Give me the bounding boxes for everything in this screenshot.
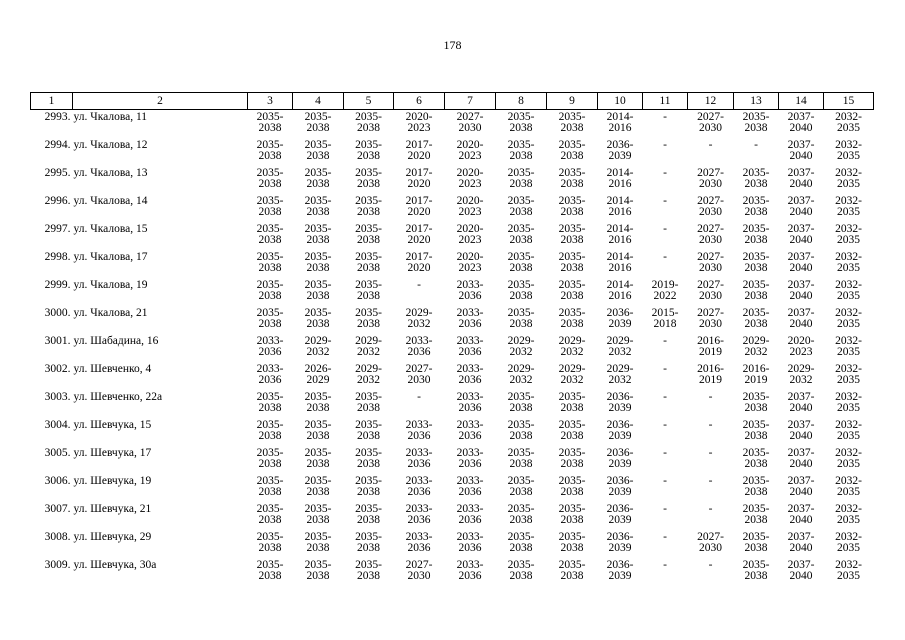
period-cell: 2035- 2038 xyxy=(558,111,586,134)
period-cell: 2033- 2036 xyxy=(456,335,484,358)
period-cell: 2035- 2038 xyxy=(256,475,284,498)
period-cell: 2035- 2038 xyxy=(507,419,535,442)
address-cell: ул. Чкалова, 14 xyxy=(73,195,148,207)
period-cell: 2032- 2035 xyxy=(835,167,862,190)
row-number: 3004. xyxy=(44,419,71,431)
period-cell: 2035- 2038 xyxy=(507,111,535,134)
period-cell: 2035- 2038 xyxy=(256,531,284,554)
period-cell: 2029- 2032 xyxy=(304,335,332,358)
table-row xyxy=(31,448,874,476)
period-cell: - xyxy=(663,251,667,263)
period-cell: 2027- 2030 xyxy=(697,195,724,218)
period-cell: - xyxy=(708,503,713,515)
period-cell: 2033- 2036 xyxy=(456,503,484,526)
period-cell: 2014- 2016 xyxy=(606,251,634,274)
period-cell: 2020- 2023 xyxy=(456,139,484,162)
period-cell: 2035- 2038 xyxy=(256,111,284,134)
period-cell: 2017- 2020 xyxy=(405,223,433,246)
period-cell: 2035- 2038 xyxy=(558,447,586,470)
period-cell: 2035- 2038 xyxy=(742,503,770,526)
period-cell: 2037- 2040 xyxy=(787,503,815,526)
period-cell: 2033- 2036 xyxy=(456,559,484,582)
period-cell: 2033- 2036 xyxy=(405,503,433,526)
table-row xyxy=(31,280,874,308)
period-cell: 2037- 2040 xyxy=(787,391,815,414)
period-cell: 2035- 2038 xyxy=(742,167,770,190)
column-header: 14 xyxy=(779,93,824,110)
period-cell: 2035- 2038 xyxy=(304,111,332,134)
period-cell: 2032- 2035 xyxy=(835,111,862,134)
period-cell: 2035- 2038 xyxy=(507,475,535,498)
address-cell: ул. Шевчука, 30а xyxy=(73,559,157,571)
column-header: 15 xyxy=(824,93,874,110)
period-cell: - xyxy=(663,447,667,459)
period-cell: 2032- 2035 xyxy=(835,195,862,218)
period-cell: 2020- 2023 xyxy=(787,335,815,358)
period-cell: 2020- 2023 xyxy=(456,251,484,274)
period-cell: 2014- 2016 xyxy=(606,223,634,246)
row-number: 2997. xyxy=(44,223,71,235)
address-cell: ул. Чкалова, 13 xyxy=(73,167,148,179)
period-cell: 2035- 2038 xyxy=(304,251,332,274)
period-cell: 2035- 2038 xyxy=(507,223,535,246)
period-cell: 2035- 2038 xyxy=(355,559,382,582)
period-cell: 2035- 2038 xyxy=(256,307,284,330)
period-cell: 2035- 2038 xyxy=(304,419,332,442)
period-cell: - xyxy=(663,335,667,347)
schedule-table xyxy=(30,92,874,588)
period-cell: 2032- 2035 xyxy=(835,279,862,302)
table-row xyxy=(31,420,874,448)
period-cell: 2035- 2038 xyxy=(304,195,332,218)
period-cell: 2035- 2038 xyxy=(355,251,382,274)
table-row xyxy=(31,560,874,588)
table-row xyxy=(31,336,874,364)
period-cell: 2035- 2038 xyxy=(304,279,332,302)
period-cell: 2035- 2038 xyxy=(355,419,382,442)
period-cell: 2016- 2019 xyxy=(697,335,724,358)
period-cell: - xyxy=(708,391,713,403)
period-cell: 2035- 2038 xyxy=(742,531,770,554)
period-cell: 2014- 2016 xyxy=(606,167,634,190)
period-cell: 2032- 2035 xyxy=(835,363,862,386)
period-cell: 2035- 2038 xyxy=(256,279,284,302)
period-cell: 2014- 2016 xyxy=(606,111,634,134)
period-cell: 2035- 2038 xyxy=(558,531,586,554)
period-cell: 2026- 2029 xyxy=(304,363,332,386)
period-cell: 2035- 2038 xyxy=(742,223,770,246)
period-cell: 2035- 2038 xyxy=(304,475,332,498)
table-row xyxy=(31,168,874,196)
period-cell: 2032- 2035 xyxy=(835,251,862,274)
period-cell: 2027- 2030 xyxy=(697,111,724,134)
period-cell: 2035- 2038 xyxy=(507,559,535,582)
period-cell: 2029- 2032 xyxy=(558,335,586,358)
address-cell: ул. Шевченко, 4 xyxy=(73,363,152,375)
period-cell: - xyxy=(708,559,713,571)
period-cell: 2033- 2036 xyxy=(405,475,433,498)
period-cell: 2035- 2038 xyxy=(355,475,382,498)
period-cell: 2035- 2038 xyxy=(507,503,535,526)
period-cell: 2035- 2038 xyxy=(355,447,382,470)
period-cell: 2033- 2036 xyxy=(456,419,484,442)
period-cell: 2035- 2038 xyxy=(558,419,586,442)
period-cell: 2035- 2038 xyxy=(558,167,586,190)
column-header: 4 xyxy=(293,93,344,110)
period-cell: 2037- 2040 xyxy=(787,447,815,470)
period-cell: 2035- 2038 xyxy=(355,531,382,554)
column-header: 1 xyxy=(31,93,73,110)
period-cell: 2035- 2038 xyxy=(355,111,382,134)
period-cell: 2035- 2038 xyxy=(304,559,332,582)
table-row xyxy=(31,308,874,336)
period-cell: 2029- 2032 xyxy=(606,335,634,358)
period-cell: 2032- 2035 xyxy=(835,531,862,554)
period-cell: 2035- 2038 xyxy=(355,167,382,190)
period-cell: 2035- 2038 xyxy=(304,531,332,554)
period-cell: 2035- 2038 xyxy=(256,419,284,442)
period-cell: 2032- 2035 xyxy=(835,447,862,470)
period-cell: 2035- 2038 xyxy=(558,139,586,162)
period-cell: 2020- 2023 xyxy=(456,223,484,246)
period-cell: 2033- 2036 xyxy=(256,335,284,358)
period-cell: 2035- 2038 xyxy=(256,195,284,218)
column-header: 3 xyxy=(248,93,293,110)
period-cell: 2035- 2038 xyxy=(355,307,382,330)
table-row xyxy=(31,476,874,504)
period-cell: - xyxy=(663,139,667,151)
period-cell: 2035- 2038 xyxy=(256,139,284,162)
period-cell: 2032- 2035 xyxy=(835,559,862,582)
period-cell: 2029- 2032 xyxy=(606,363,634,386)
period-cell: 2033- 2036 xyxy=(456,531,484,554)
period-cell: 2036- 2039 xyxy=(606,307,634,330)
period-cell: 2035- 2038 xyxy=(304,167,332,190)
row-number: 2999. xyxy=(44,279,71,291)
column-header: 2 xyxy=(73,93,248,110)
period-cell: 2014- 2016 xyxy=(606,279,634,302)
period-cell: 2033- 2036 xyxy=(456,475,484,498)
period-cell: 2035- 2038 xyxy=(742,475,770,498)
column-header: 6 xyxy=(394,93,445,110)
period-cell: - xyxy=(417,279,421,291)
period-cell: 2036- 2039 xyxy=(606,475,634,498)
address-cell: ул. Шевчука, 21 xyxy=(73,503,152,515)
row-number: 3005. xyxy=(44,447,71,459)
period-cell: 2035- 2038 xyxy=(507,447,535,470)
period-cell: 2017- 2020 xyxy=(405,251,433,274)
period-cell: 2033- 2036 xyxy=(456,363,484,386)
period-cell: 2032- 2035 xyxy=(835,503,862,526)
period-cell: 2037- 2040 xyxy=(787,167,815,190)
address-cell: ул. Чкалова, 11 xyxy=(73,111,148,123)
period-cell: 2035- 2038 xyxy=(256,503,284,526)
period-cell: 2035- 2038 xyxy=(355,503,382,526)
column-header: 13 xyxy=(734,93,779,110)
period-cell: 2035- 2038 xyxy=(742,111,770,134)
period-cell: - xyxy=(708,475,713,487)
row-number: 2993. xyxy=(44,111,71,123)
period-cell: - xyxy=(417,391,421,403)
address-cell: ул. Шевчука, 17 xyxy=(73,447,152,459)
period-cell: 2035- 2038 xyxy=(742,391,770,414)
period-cell: 2029- 2032 xyxy=(558,363,586,386)
period-cell: 2037- 2040 xyxy=(787,475,815,498)
period-cell: 2035- 2038 xyxy=(507,195,535,218)
period-cell: 2035- 2038 xyxy=(355,391,382,414)
period-cell: 2037- 2040 xyxy=(787,531,815,554)
table-row xyxy=(31,504,874,532)
period-cell: 2035- 2038 xyxy=(256,251,284,274)
period-cell: 2035- 2038 xyxy=(507,251,535,274)
period-cell: 2037- 2040 xyxy=(787,279,815,302)
period-cell: - xyxy=(663,559,667,571)
period-cell: 2020- 2023 xyxy=(456,195,484,218)
period-cell: 2035- 2038 xyxy=(304,391,332,414)
page-number: 178 xyxy=(443,38,462,52)
period-cell: 2017- 2020 xyxy=(405,139,433,162)
period-cell: 2036- 2039 xyxy=(606,531,634,554)
period-cell: - xyxy=(663,167,667,179)
row-number: 3006. xyxy=(44,475,71,487)
period-cell: - xyxy=(708,139,713,151)
period-cell: 2015- 2018 xyxy=(651,307,679,330)
period-cell: 2033- 2036 xyxy=(456,447,484,470)
period-cell: 2037- 2040 xyxy=(787,307,815,330)
column-header: 11 xyxy=(643,93,688,110)
period-cell: 2035- 2038 xyxy=(355,279,382,302)
column-header: 5 xyxy=(344,93,394,110)
period-cell: 2035- 2038 xyxy=(304,447,332,470)
period-cell: 2033- 2036 xyxy=(405,447,433,470)
period-cell: 2036- 2039 xyxy=(606,391,634,414)
table-row xyxy=(31,140,874,168)
period-cell: 2037- 2040 xyxy=(787,251,815,274)
period-cell: 2016- 2019 xyxy=(697,363,724,386)
period-cell: 2020- 2023 xyxy=(456,167,484,190)
period-cell: 2027- 2030 xyxy=(405,363,433,386)
period-cell: 2035- 2038 xyxy=(304,139,332,162)
period-cell: - xyxy=(663,195,667,207)
table-row xyxy=(31,252,874,280)
period-cell: 2027- 2030 xyxy=(697,167,724,190)
table-row xyxy=(31,110,874,141)
period-cell: 2035- 2038 xyxy=(507,391,535,414)
address-cell: ул. Чкалова, 19 xyxy=(73,279,148,291)
period-cell: - xyxy=(663,475,667,487)
period-cell: 2036- 2039 xyxy=(606,559,634,582)
period-cell: 2037- 2040 xyxy=(787,559,815,582)
period-cell: 2017- 2020 xyxy=(405,195,433,218)
row-number: 3002. xyxy=(44,363,71,375)
address-cell: ул. Чкалова, 17 xyxy=(73,251,148,263)
period-cell: 2035- 2038 xyxy=(558,223,586,246)
table-row xyxy=(31,224,874,252)
column-header: 7 xyxy=(445,93,496,110)
period-cell: 2035- 2038 xyxy=(507,139,535,162)
period-cell: 2035- 2038 xyxy=(507,307,535,330)
period-cell: 2037- 2040 xyxy=(787,223,815,246)
period-cell: 2035- 2038 xyxy=(558,391,586,414)
period-cell: - xyxy=(663,223,667,235)
period-cell: 2032- 2035 xyxy=(835,139,862,162)
period-cell: 2033- 2036 xyxy=(405,419,433,442)
period-cell: 2033- 2036 xyxy=(456,307,484,330)
period-cell: 2036- 2039 xyxy=(606,139,634,162)
period-cell: 2035- 2038 xyxy=(355,223,382,246)
period-cell: 2035- 2038 xyxy=(256,559,284,582)
period-cell: 2029- 2032 xyxy=(787,363,815,386)
period-cell: 2020- 2023 xyxy=(405,111,433,134)
period-cell: 2029- 2032 xyxy=(405,307,433,330)
period-cell: 2029- 2032 xyxy=(355,335,382,358)
column-header: 9 xyxy=(547,93,598,110)
period-cell: - xyxy=(663,391,667,403)
address-cell: ул. Чкалова, 12 xyxy=(73,139,148,151)
row-number: 3001. xyxy=(44,335,71,347)
address-cell: ул. Шевчука, 15 xyxy=(73,419,152,431)
row-number: 3000. xyxy=(44,307,71,319)
period-cell: - xyxy=(708,447,713,459)
period-cell: 2035- 2038 xyxy=(742,419,770,442)
period-cell: 2035- 2038 xyxy=(507,279,535,302)
period-cell: 2027- 2030 xyxy=(697,279,724,302)
address-cell: ул. Чкалова, 15 xyxy=(73,223,148,235)
row-number: 2994. xyxy=(44,139,71,151)
period-cell: 2032- 2035 xyxy=(835,335,862,358)
address-cell: ул. Шевченко, 22а xyxy=(73,391,163,403)
period-cell: 2035- 2038 xyxy=(742,447,770,470)
period-cell: 2035- 2038 xyxy=(304,307,332,330)
period-cell: 2035- 2038 xyxy=(742,279,770,302)
period-cell: 2032- 2035 xyxy=(835,307,862,330)
period-cell: 2036- 2039 xyxy=(606,419,634,442)
period-cell: - xyxy=(663,503,667,515)
period-cell: - xyxy=(708,419,713,431)
period-cell: 2035- 2038 xyxy=(256,391,284,414)
period-cell: 2032- 2035 xyxy=(835,391,862,414)
period-cell: 2035- 2038 xyxy=(256,223,284,246)
period-cell: 2035- 2038 xyxy=(742,307,770,330)
period-cell: 2033- 2036 xyxy=(405,531,433,554)
table-row xyxy=(31,364,874,392)
table-body xyxy=(31,110,874,589)
table-row xyxy=(31,196,874,224)
row-number: 3003. xyxy=(44,391,71,403)
period-cell: - xyxy=(663,363,667,375)
period-cell: 2035- 2038 xyxy=(355,195,382,218)
column-header: 10 xyxy=(598,93,643,110)
row-number: 2995. xyxy=(44,167,71,179)
period-cell: 2032- 2035 xyxy=(835,223,862,246)
period-cell: 2035- 2038 xyxy=(558,475,586,498)
period-cell: 2035- 2038 xyxy=(742,559,770,582)
address-cell: ул. Шевчука, 29 xyxy=(73,531,152,543)
period-cell: 2035- 2038 xyxy=(507,531,535,554)
address-cell: ул. Шевчука, 19 xyxy=(73,475,152,487)
period-cell: - xyxy=(663,419,667,431)
period-cell: 2027- 2030 xyxy=(697,251,724,274)
row-number: 3008. xyxy=(44,531,71,543)
period-cell: 2035- 2038 xyxy=(304,223,332,246)
period-cell: 2032- 2035 xyxy=(835,475,862,498)
period-cell: 2035- 2038 xyxy=(742,195,770,218)
period-cell: 2035- 2038 xyxy=(558,195,586,218)
period-cell: 2035- 2038 xyxy=(355,139,382,162)
column-header: 12 xyxy=(688,93,734,110)
period-cell: 2035- 2038 xyxy=(558,559,586,582)
period-cell: 2029- 2032 xyxy=(742,335,770,358)
period-cell: 2035- 2038 xyxy=(558,251,586,274)
period-cell: 2016- 2019 xyxy=(742,363,770,386)
period-cell: 2035- 2038 xyxy=(256,167,284,190)
period-cell: 2035- 2038 xyxy=(558,279,586,302)
period-cell: 2036- 2039 xyxy=(606,503,634,526)
table-row xyxy=(31,392,874,420)
period-cell: 2037- 2040 xyxy=(787,139,815,162)
period-cell: 2035- 2038 xyxy=(256,447,284,470)
column-header: 8 xyxy=(496,93,547,110)
period-cell: - xyxy=(663,531,667,543)
period-cell: 2032- 2035 xyxy=(835,419,862,442)
period-cell: 2037- 2040 xyxy=(787,111,815,134)
period-cell: 2029- 2032 xyxy=(507,363,535,386)
period-cell: - xyxy=(663,111,667,123)
period-cell: 2033- 2036 xyxy=(456,391,484,414)
row-number: 3009. xyxy=(44,559,71,571)
period-cell: - xyxy=(754,139,758,151)
period-cell: 2029- 2032 xyxy=(355,363,382,386)
period-cell: 2035- 2038 xyxy=(507,167,535,190)
period-cell: 2027- 2030 xyxy=(405,559,433,582)
period-cell: 2035- 2038 xyxy=(558,503,586,526)
period-cell: 2035- 2038 xyxy=(742,251,770,274)
row-number: 2996. xyxy=(44,195,71,207)
period-cell: 2033- 2036 xyxy=(405,335,433,358)
period-cell: 2033- 2036 xyxy=(456,279,484,302)
period-cell: 2027- 2030 xyxy=(697,531,724,554)
period-cell: 2019- 2022 xyxy=(651,279,679,302)
period-cell: 2036- 2039 xyxy=(606,447,634,470)
period-cell: 2035- 2038 xyxy=(558,307,586,330)
header-row xyxy=(31,93,874,110)
period-cell: 2029- 2032 xyxy=(507,335,535,358)
table-row xyxy=(31,532,874,560)
period-cell: 2037- 2040 xyxy=(787,419,815,442)
address-cell: ул. Шабадина, 16 xyxy=(73,335,159,347)
period-cell: 2027- 2030 xyxy=(697,223,724,246)
period-cell: 2037- 2040 xyxy=(787,195,815,218)
period-cell: 2027- 2030 xyxy=(456,111,484,134)
address-cell: ул. Чкалова, 21 xyxy=(73,307,148,319)
period-cell: 2033- 2036 xyxy=(256,363,284,386)
period-cell: 2035- 2038 xyxy=(304,503,332,526)
row-number: 3007. xyxy=(44,503,71,515)
row-number: 2998. xyxy=(44,251,71,263)
period-cell: 2017- 2020 xyxy=(405,167,433,190)
period-cell: 2014- 2016 xyxy=(606,195,634,218)
period-cell: 2027- 2030 xyxy=(697,307,724,330)
